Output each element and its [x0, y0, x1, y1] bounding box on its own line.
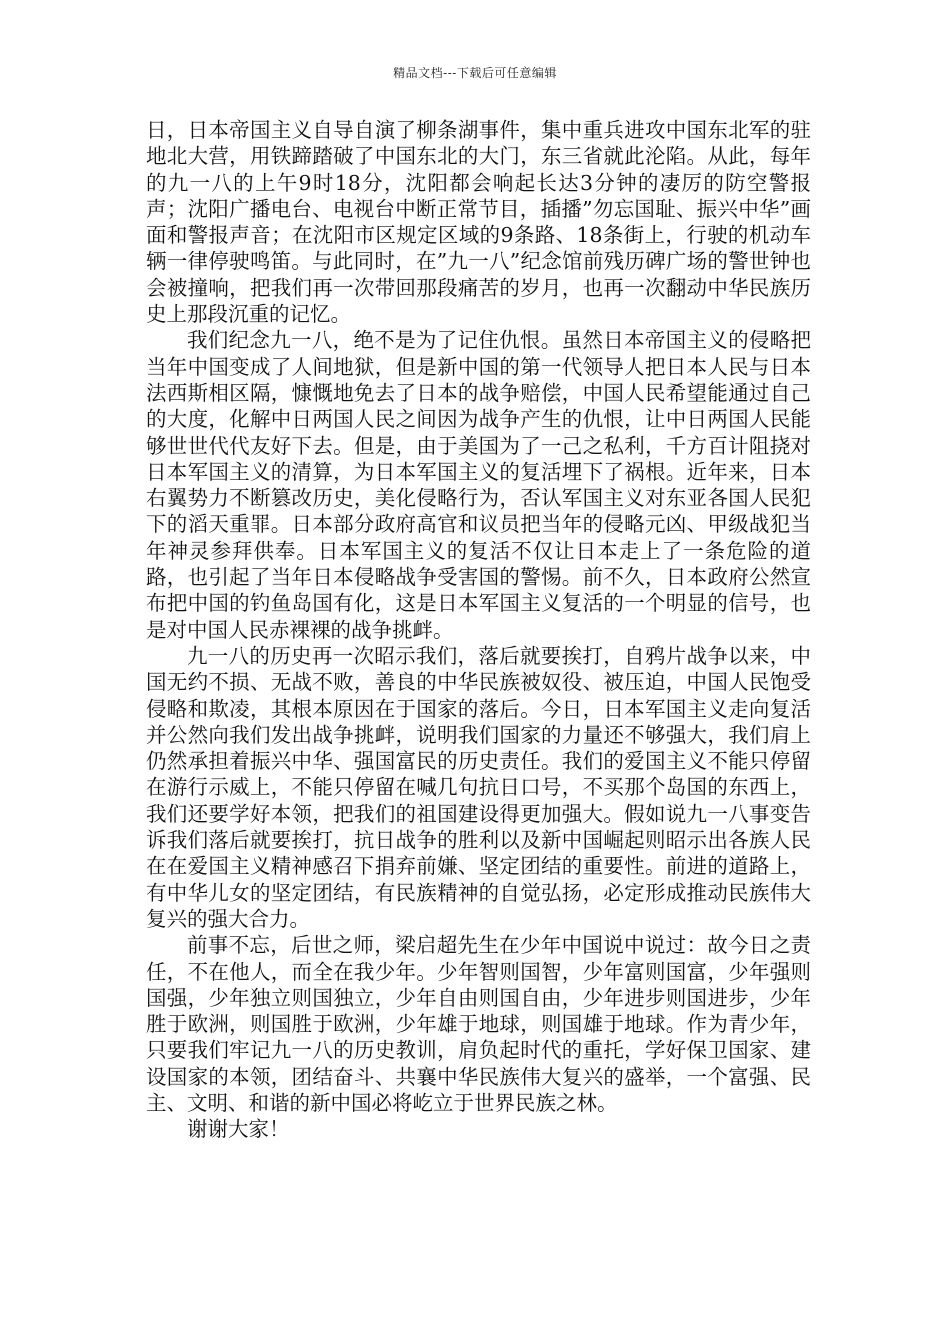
closing-line: 谢谢大家！	[187, 1117, 290, 1142]
paragraph-2: 我们纪念九一八，绝不是为了记住仇恨。虽然日本帝国主义的侵略把当年中国变成了人间地狱，但是新中国的第一代领导人把日本人民与日本法西斯相区隔，慷慨地免去了日本的战争赔偿，中国人民希望能通过自己的大度，化解中日两国人民之间因为战争产生的仇恨，让中日两国人民能够世世代代友好下去。但是，由于美国为了一己之私利，千方百计阻挠对日本军国主义的清算，为日本军国主义的复活埋下了祸根。近年来，日本右翼势力不断篡改历史，美化侵略行为，否认军国主义对东亚各国人民犯下的滔天重罪。日本部分政府高官和议员把当年的侵略元凶、甲级战犯当年神灵参拜供奉。日本军国主义的复活不仅让日本走上了一条危险的道路，也引起了当年日本侵略战争受害国的警惕。前不久，日本政府公然宣布把中国的钓鱼岛国有化，这是日本军国主义复活的一个明显的信号，也是对中国人民赤裸裸的战争挑衅。	[146, 328, 811, 642]
page-header: 精品文档---下载后可任意编辑	[393, 66, 557, 80]
document-body	[146, 117, 811, 1143]
paragraph-1: 日，日本帝国主义自导自演了柳条湖事件，集中重兵进攻中国东北军的驻地北大营，用铁蹄踏破了中国东北的大门，东三省就此沦陷。从此，每年的九一八的上午9时18分，沈阳都会响起长达3分钟的凄厉的防空警报声；沈阳广播电台、电视台中断正常节目，插播”勿忘国耻、振兴中华”画面和警报声音；在沈阳市区规定区域的9条路、18条街上，行驶的机动车辆一律停驶鸣笛。与此同时，在”九一八”纪念馆前残历碑广场的警世钟也会被撞响，把我们再一次带回那段痛苦的岁月，也再一次翻动中华民族历史上那段沉重的记忆。	[146, 118, 811, 327]
paragraph-4: 前事不忘，后世之师，梁启超先生在少年中国说中说过：故今日之责任，不在他人，而全在我少年。少年智则国智，少年富则国富，少年强则国强，少年独立则国独立，少年自由则国自由，少年进步则国进步，少年胜于欧洲，则国胜于欧洲，少年雄于地球，则国雄于地球。作为青少年，只要我们牢记九一八的历史教训，肩负起时代的重托，学好保卫国家、建设国家的本领，团结奋斗、共襄中华民族伟大复兴的盛举，一个富强、民主、文明、和谐的新中国必将屹立于世界民族之林。	[146, 933, 811, 1115]
paragraph-3: 九一八的历史再一次昭示我们，落后就要挨打，自鸦片战争以来，中国无约不损、无战不败，善良的中华民族被奴役、被压迫，中国人民饱受侵略和欺凌，其根本原因在于国家的落后。今日，日本军国主义走向复活并公然向我们发出战争挑衅，说明我们国家的力量还不够强大，我们肩上仍然承担着振兴中华、强国富民的历史责任。我们的爱国主义不能只停留在游行示威上，不能只停留在喊几句抗日口号，不买那个岛国的东西上，我们还要学好本领，把我们的祖国建设得更加强大。假如说九一八事变告诉我们落后就要挨打，抗日战争的胜利以及新中国崛起则昭示出各族人民在在爱国主义精神感召下捐弃前嫌、坚定团结的重要性。前进的道路上，有中华儿女的坚定团结，有民族精神的自觉弘扬，必定形成推动民族伟大复兴的强大合力。	[146, 643, 811, 931]
